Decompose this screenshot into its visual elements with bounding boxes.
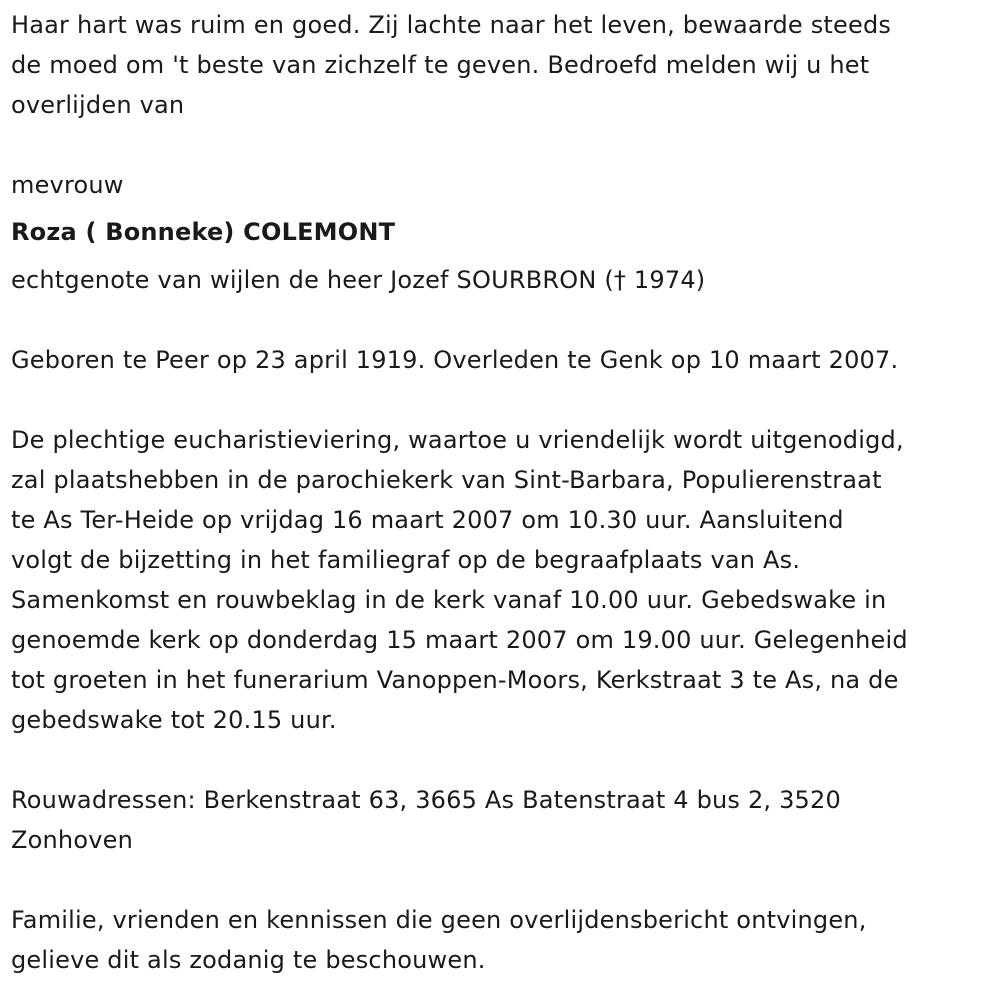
ceremony-line: volgt de bijzetting in het familiegraf op de begraafplaats van As.	[11, 546, 801, 574]
ceremony-line: te As Ter-Heide op vrijdag 16 maart 2007 om 10.30 uur. Aansluitend	[11, 506, 844, 534]
ceremony-line: De plechtige eucharistieviering, waartoe u vriendelijk wordt uitgenodigd,	[11, 426, 904, 454]
closing-line: Familie, vrienden en kennissen die geen overlijdensbericht ontvingen,	[11, 906, 867, 934]
ceremony-line: zal plaatshebben in de parochiekerk van Sint-Barbara, Populierenstraat	[11, 466, 882, 494]
obituary-notice	[11, 5, 996, 980]
address-line: Rouwadressen: Berkenstraat 63, 3665 As Batenstraat 4 bus 2, 3520	[11, 786, 841, 814]
ceremony-line: Samenkomst en rouwbeklag in de kerk vanaf 10.00 uur. Gebedswake in	[11, 586, 887, 614]
ceremony-line: genoemde kerk op donderdag 15 maart 2007 om 19.00 uur. Gelegenheid	[11, 626, 908, 654]
intro-paragraph	[11, 5, 996, 125]
closing-paragraph	[11, 900, 996, 980]
deceased-name: Roza ( Bonneke) COLEMONT	[11, 218, 396, 246]
ceremony-line: tot groeten in het funerarium Vanoppen-Moors, Kerkstraat 3 te As, na de	[11, 666, 899, 694]
ceremony-paragraph	[11, 420, 996, 740]
intro-line: de moed om 't beste van zichzelf te geven. Bedroefd melden wij u het	[11, 51, 870, 79]
ceremony-line: gebedswake tot 20.15 uur.	[11, 706, 337, 734]
salutation: mevrouw	[11, 171, 124, 199]
spacer	[11, 300, 996, 340]
spacer	[11, 125, 996, 165]
spacer	[11, 740, 996, 780]
intro-line: overlijden van	[11, 91, 185, 119]
closing-line: gelieve dit als zodanig te beschouwen.	[11, 946, 486, 974]
spacer	[11, 380, 996, 420]
addresses-paragraph	[11, 780, 996, 860]
intro-line: Haar hart was ruim en goed. Zij lachte naar het leven, bewaarde steeds	[11, 11, 892, 39]
spouse-line: echtgenote van wijlen de heer Jozef SOURBRON († 1974)	[11, 266, 706, 294]
birth-death-dates: Geboren te Peer op 23 april 1919. Overleden te Genk op 10 maart 2007.	[11, 346, 899, 374]
address-line: Zonhoven	[11, 826, 134, 854]
spacer	[11, 860, 996, 900]
